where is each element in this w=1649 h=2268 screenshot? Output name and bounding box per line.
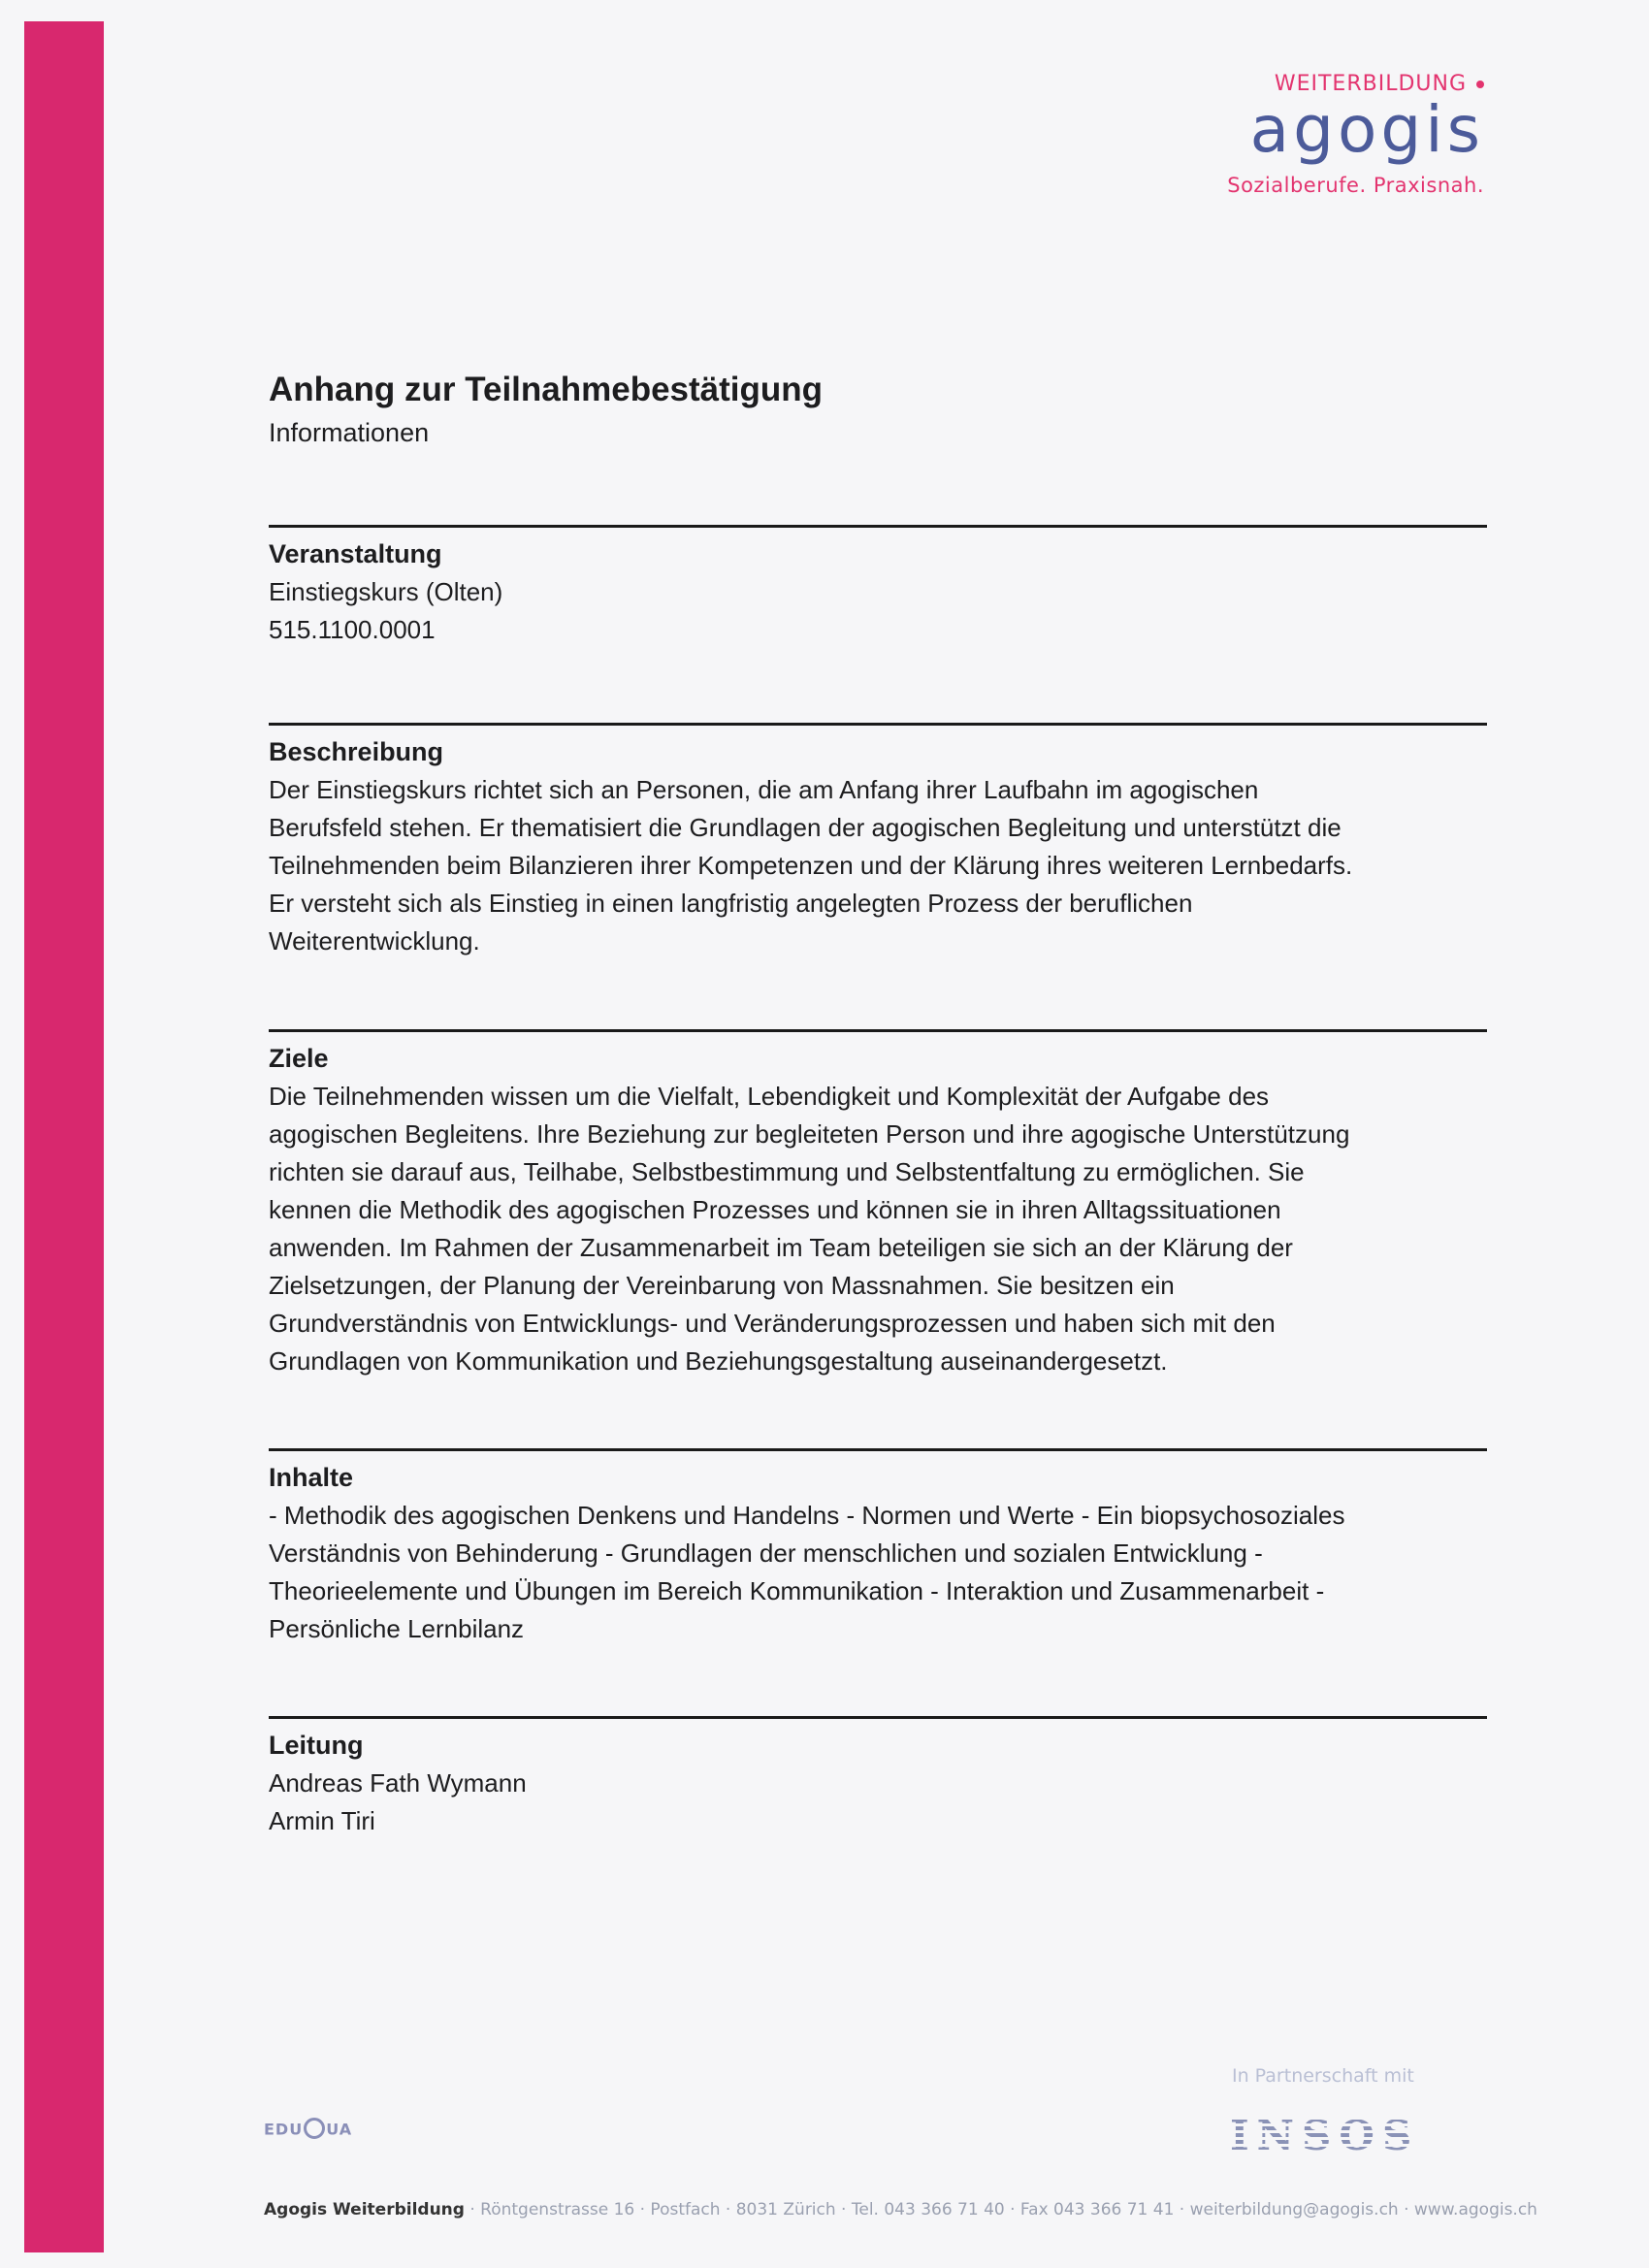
section-line: - Methodik des agogischen Denkens und Handelns - Normen und Werte - Ein biopsychosoziales	[269, 1501, 1345, 1530]
section-line: richten sie darauf aus, Teilhabe, Selbstbestimmung und Selbstentfaltung zu ermöglichen. Sie	[269, 1157, 1305, 1186]
section-line: Theorieelemente und Übungen im Bereich Kommunikation - Interaktion und Zusammenarbeit -	[269, 1576, 1325, 1605]
section-heading: Inhalte	[269, 1463, 354, 1492]
section-leitung	[269, 1716, 1487, 1840]
section-heading: Veranstaltung	[269, 539, 442, 568]
section-line: anwenden. Im Rahmen der Zusammenarbeit im Team beteiligen sie sich an der Klärung der	[269, 1233, 1293, 1262]
section-line: Weiterentwicklung.	[269, 926, 480, 956]
footer-org: Agogis Weiterbildung	[264, 2200, 465, 2219]
accent-stripe	[24, 21, 104, 2252]
section-line: Teilnehmenden beim Bilanzieren ihrer Kompetenzen und der Klärung ihres weiteren Lernbedarfs.	[269, 851, 1353, 880]
logo-tagline: Sozialberufe. Praxisnah.	[1227, 174, 1484, 197]
section-line: Der Einstiegskurs richtet sich an Personen, die am Anfang ihrer Laufbahn im agogischen	[269, 775, 1259, 804]
section-line: 515.1100.0001	[269, 615, 436, 644]
section-line: Er versteht sich als Einstieg in einen langfristig angelegten Prozess der beruflichen	[269, 889, 1193, 918]
insos-logo: INSOS	[1230, 2112, 1420, 2159]
section-line: Armin Tiri	[269, 1806, 375, 1835]
logo-top-line: WEITERBILDUNG	[1227, 72, 1484, 97]
agogis-logo	[1227, 72, 1484, 198]
logo-wordmark: agogis	[1249, 92, 1484, 167]
section-heading: Ziele	[269, 1044, 329, 1073]
section-line: Berufsfeld stehen. Er thematisiert die Grundlagen der agogischen Begleitung und unterstützt die	[269, 813, 1342, 842]
section-line: Verständnis von Behinderung - Grundlagen der menschlichen und sozialen Entwicklung -	[269, 1539, 1263, 1568]
section-heading: Beschreibung	[269, 737, 444, 766]
footer-address	[264, 2200, 1537, 2219]
logo-dot-icon	[1476, 81, 1484, 88]
eduqua-q-icon	[304, 2118, 325, 2139]
section-line: Grundverständnis von Entwicklungs- und Veränderungsprozessen und haben sich mit den	[269, 1309, 1276, 1338]
page-title: Anhang zur Teilnahmebestätigung	[269, 371, 824, 408]
section-ziele	[269, 1029, 1487, 1380]
section-line: Andreas Fath Wymann	[269, 1768, 527, 1798]
section-line: kennen die Methodik des agogischen Prozesses und können sie in ihren Alltagssituationen	[269, 1195, 1281, 1224]
section-inhalte	[269, 1448, 1487, 1648]
section-line: agogischen Begleitens. Ihre Beziehung zur begleiteten Person und ihre agogische Unterstützung	[269, 1119, 1350, 1149]
document-body	[269, 369, 1487, 1840]
footer-details: · Röntgenstrasse 16 · Postfach · 8031 Zürich · Tel. 043 366 71 40 · Fax 043 366 71 41 · weiterbildung@agogis.ch · www.agogis.ch	[469, 2200, 1537, 2219]
eduqua-logo: EDU UA	[264, 2120, 352, 2141]
section-line: Grundlagen von Kommunikation und Beziehungsgestaltung auseinandergesetzt.	[269, 1346, 1168, 1376]
section-line: Zielsetzungen, der Planung der Vereinbarung von Massnahmen. Sie besitzen ein	[269, 1271, 1175, 1300]
page-subtitle: Informationen	[269, 418, 430, 447]
section-heading: Leitung	[269, 1731, 364, 1760]
section-line: Einstiegskurs (Olten)	[269, 577, 503, 606]
partnership-label: In Partnerschaft mit	[1232, 2065, 1414, 2087]
section-line: Persönliche Lernbilanz	[269, 1614, 525, 1643]
section-veranstaltung	[269, 525, 1487, 649]
section-beschreibung	[269, 723, 1487, 960]
section-line: Die Teilnehmenden wissen um die Vielfalt, Lebendigkeit und Komplexität der Aufgabe des	[269, 1082, 1270, 1111]
